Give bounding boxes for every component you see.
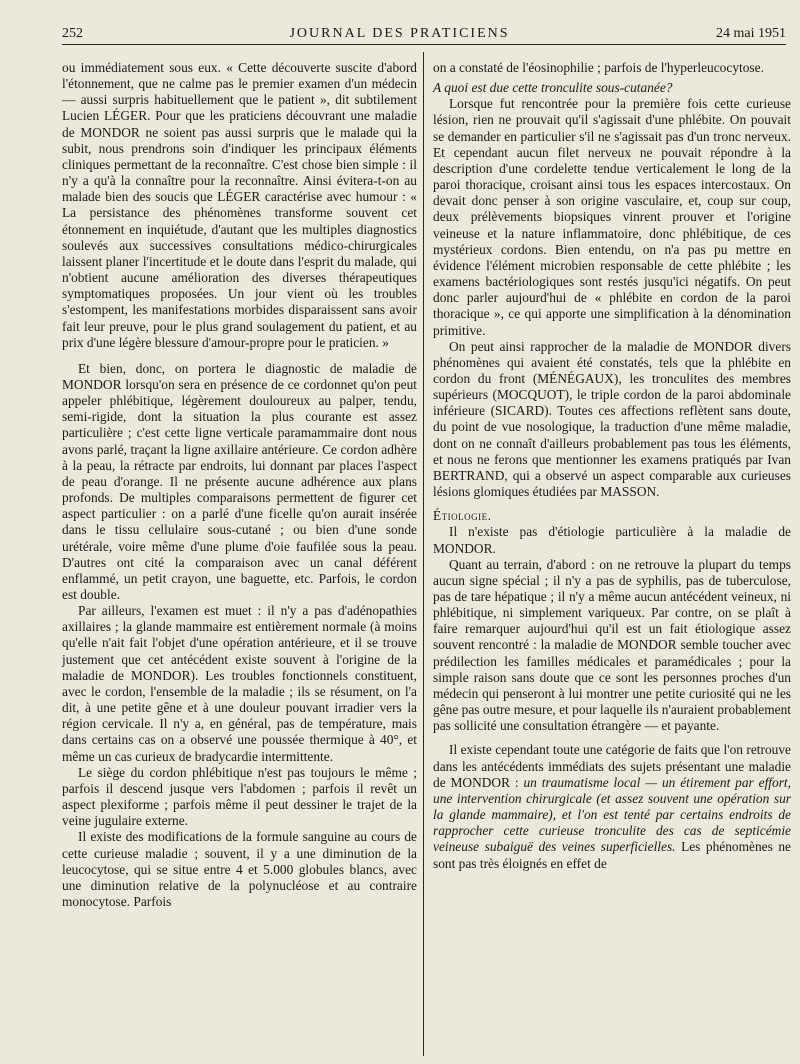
journal-title: JOURNAL DES PRATICIENS	[289, 26, 510, 41]
section-question-heading: A quoi est due cette tronculite sous-cutanée?	[433, 80, 673, 96]
paragraph: on a constaté de l'éosinophilie ; parfois de l'hyperleucocytose.	[433, 60, 764, 75]
paragraph: Et bien, donc, on portera le diagnostic de maladie de MONDOR lorsqu'on sera en présence de ce cordonnet qu'on peut appeler phlébitique, légèrement douloureux au palper, tendu, semi-rigide, dont la situation la plus courante est assez particulière ; c'est cette ligne verticale paramammaire dont nous avons parlé, traçant la ligne axillaire antérieure. Ce cordon adhère à la peau, la rétracte par endroits, lui donnant par places l'aspect de peau d'orange. Il ne présente aucune adhérence aux plans profonds. De multiples comparaisons permettent de figurer cet aspect particulier : on a parlé d'une ficelle qu'on aurait insérée dans le tissu cellulaire sous-cutané ; ou bien d'une sonde urétérale, voire même d'une plume d'oie faufilée sous la peau. D'autres ont cité la comparaison avec un canal déférent enflammé, un petit crayon, une baguette, etc. Parfois, le cordon est double.	[62, 360, 417, 602]
paragraph: On peut ainsi rapprocher de la maladie de MONDOR divers phénomènes qui avaient été constatés, tels que la phlébite en cordon du front (MÉNÉGAUX), les tronculites des membres supérieurs (MOCQUOT), le triple cordon de la paroi abdominale inférieure (SICARD). Toutes ces affections reflètent sans doute, du point de vue nosologique, la traduction d'une même maladie, dont on ne connaît d'ailleurs probablement pas tous les éléments, et nous ne ferons que mentionner les examens pratiqués par Ivan BERTRAND, qui a observé un aspect comparable aux curieuses lésions glomiques étudiées par MASSON.	[433, 338, 791, 500]
paragraph: Lorsque fut rencontrée pour la première fois cette curieuse lésion, rien ne prouvait qu'il s'agissait d'une phlébite. On pouvait se demander en particulier s'il ne s'agissait pas d'un tronc nerveux. Et cependant aucun filet nerveux ne pouvait répondre à la description d'une cordelette tendue verticalement le long de la paroi thoracique, croisant ainsi tous les espaces intercostaux. On devait donc penser à son origine vasculaire, et, coup sur coup, deux prélèvements biopsiques vinrent prouver et l'origine veineuse et la nature inflammatoire, donc phlébitique, de ces mystérieux cordons. Bien entendu, on n'a pas pu mettre en évidence l'élément microbien responsable de cette phlébite ; les examens bactériologiques sont restés jusqu'ici négatifs. On peut donc parler aujourd'hui de « phlébite en cordon de la paroi thoracique », ce qui apporte une simplification à la dénomination primitive.	[433, 96, 791, 338]
column-divider	[423, 52, 424, 1056]
issue-date: 24 mai 1951	[716, 26, 786, 41]
paragraph: Le siège du cordon phlébitique n'est pas toujours le même ; parfois il descend jusque vers l'abdomen ; parfois il revêt un aspect plexiforme ; parfois même il peut dessiner le trajet de la veine jugulaire externe.	[62, 764, 417, 829]
paragraph: Quant au terrain, d'abord : on ne retrouve la plupart du temps aucun signe spécial ; il n'y a pas de syphilis, pas de tuberculose, pas de tare hépatique ; il n'y a même aucun antécédent veineux, ni phlébitique, ni simplement variqueux. Par contre, on se plaît à faire remarquer aujourd'hui qu'il est un fait étiologique assez souvent rencontré : la maladie de MONDOR semble toucher avec prédilection les familles médicales et paramédicales ; pour la simple raison sans doute que ce sont les personnes proches d'un médecin qui penseront à lui montrer une petite curiosité qui ne les gêne pas outre mesure, et pour laquelle ils n'auraient probablement pas sollicité une consultation étrangère — et payante.	[433, 556, 791, 734]
running-header	[62, 14, 786, 45]
section-heading-etiologie: Étiologie.	[433, 508, 492, 524]
left-column	[62, 60, 417, 910]
paragraph: Il existe des modifications de la formule sanguine au cours de cette curieuse maladie ; souvent, il y a une diminution de la leucocytose, qui se situe entre 4 et 5.000 globules blancs, avec une diminution relative de la polynucléose et au contraire monocytose. Parfois	[62, 829, 417, 909]
paragraph-roman-text: Il existe cependant toute une catégorie de faits que l'on retrouve dans les antécédents immédiats des sujets présentant une maladie de MONDOR :	[433, 742, 791, 790]
paragraph: ou immédiatement sous eux. « Cette découverte suscite d'abord l'étonnement, que ne calme pas le premier examen d'un médecin — aussi surpris habituellement que le patient », dit subtilement Lucien LÉGER. Pour que les praticiens découvrant une maladie de MONDOR ne soient pas aussi surpris que le malade qui la subit, nous prendrons soin d'indiquer les principaux éléments cliniques permettant de la reconnaître. C'est chose bien simple : il n'y a qu'à la connaître pour la reconnaître. Ainsi évitera-t-on au malade bien des soucis que LÉGER caractérise avec humour : « La persistance des phénomènes transforme souvent cet étonnement en inquiétude, d'autant que les multiples diagnostics soulevés aux successives consultations médico-chirurgicales laissent planer l'incertitude et le doute dans l'esprit du malade, qui n'obtient aucune amélioration des diverses thérapeutiques symptomatiques proposées. Un jour vient où les troubles s'estompent, les manifestations morbides disparaissent sans avoir fait leur preuve, pour le plus grand soulagement du patient, et au prix d'une légère blessure d'amour-propre pour le praticien. »	[62, 60, 417, 350]
paragraph: Il n'existe pas d'étiologie particulière à la maladie de MONDOR.	[433, 524, 791, 556]
right-column	[433, 60, 791, 872]
paragraph-italic-text: un traumatisme local — un étirement par effort, une intervention chirurgicale (et assez souvent une opération sur la glande mammaire), et l'on est tenté par certains endroits de rapprocher cette curieuse tronculite des cas de septicémie veineuse subaiguë des veines superficielles.	[433, 774, 791, 855]
paragraph	[433, 742, 791, 871]
paragraph: Par ailleurs, l'examen est muet : il n'y a pas d'adénopathies axillaires ; la glande mammaire est entièrement normale (à moins qu'elle n'ait fait l'objet d'une opération antérieure, et il se trouve justement que cet antécédent existe souvent à l'origine de la maladie de MONDOR). Les troubles fonctionnels constituent, avec le cordon, l'ensemble de la maladie ; ils se résument, on l'a dit, à une petite gêne et à une douleur pouvant irradier vers la région cervicale. Il n'y a, en général, pas de température, mais dans certains cas on a observé une poussée thermique à 40°, et même un cas curieux de bradycardie intermittente.	[62, 603, 417, 764]
page-number: 252	[62, 26, 83, 41]
paragraph-tail-text: Les phénomènes ne sont pas très éloignés en effet de	[433, 839, 791, 871]
